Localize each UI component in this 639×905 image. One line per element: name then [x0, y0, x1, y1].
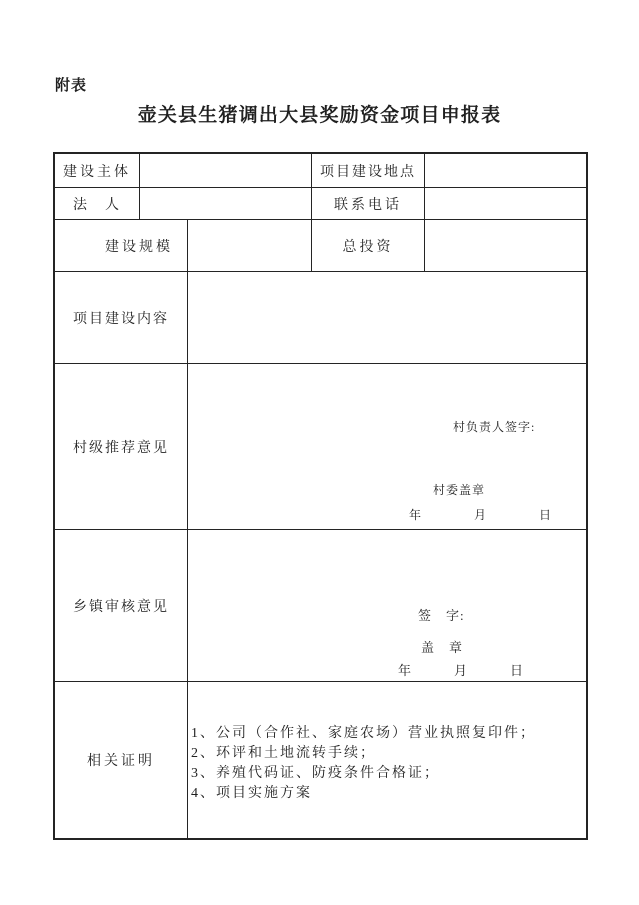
form-row-township-opinion [55, 530, 586, 682]
form-row-village-opinion [55, 364, 586, 530]
form-row-entity-location [55, 154, 586, 188]
form-row-related-certificates [55, 682, 586, 838]
label-legal-person: 法 人 [55, 188, 140, 219]
label-project-content: 项目建设内容 [55, 272, 188, 363]
label-construction-entity: 建设主体 [55, 154, 140, 187]
field-construction-entity[interactable] [140, 154, 312, 187]
certificate-item: 4、项目实施方案 [191, 786, 312, 801]
label-contact-phone: 联系电话 [312, 188, 425, 219]
form-row-person-phone [55, 188, 586, 220]
certificate-item: 3、养殖代码证、防疫条件合格证； [191, 766, 440, 781]
certificate-item: 2、环评和土地流转手续； [191, 746, 376, 761]
attachment-note: 附表 [55, 78, 88, 94]
label-project-location: 项目建设地点 [312, 154, 425, 187]
form-row-scale-investment [55, 220, 586, 272]
label-total-investment: 总投资 [312, 220, 425, 271]
form-row-project-content [55, 272, 586, 364]
certificate-item: 1、公司（合作社、家庭农场）营业执照复印件； [191, 726, 536, 741]
township-date-line: 年 月 日 [398, 663, 525, 678]
field-village-opinion[interactable] [188, 364, 586, 529]
village-signer-label: 村负责人签字: [453, 420, 536, 434]
township-seal-label: 盖 章 [421, 640, 464, 655]
label-village-opinion: 村级推荐意见 [55, 364, 188, 529]
field-legal-person[interactable] [140, 188, 312, 219]
label-construction-scale: 建设规模 [55, 220, 188, 271]
village-date-line: 年 月 日 [409, 508, 553, 522]
label-related-certificates: 相关证明 [55, 682, 188, 838]
township-sign-label: 签 字: [418, 608, 465, 623]
village-seal-label: 村委盖章 [433, 483, 486, 497]
field-contact-phone[interactable] [425, 188, 586, 219]
field-project-content[interactable] [188, 272, 586, 363]
field-construction-scale[interactable] [188, 220, 312, 271]
field-related-certificates [188, 682, 586, 838]
page-title: 壶关县生猪调出大县奖励资金项目申报表 [137, 105, 502, 126]
field-total-investment[interactable] [425, 220, 586, 271]
application-form-table [53, 152, 588, 840]
label-township-opinion: 乡镇审核意见 [55, 530, 188, 681]
field-township-opinion[interactable] [188, 530, 586, 681]
field-project-location[interactable] [425, 154, 586, 187]
